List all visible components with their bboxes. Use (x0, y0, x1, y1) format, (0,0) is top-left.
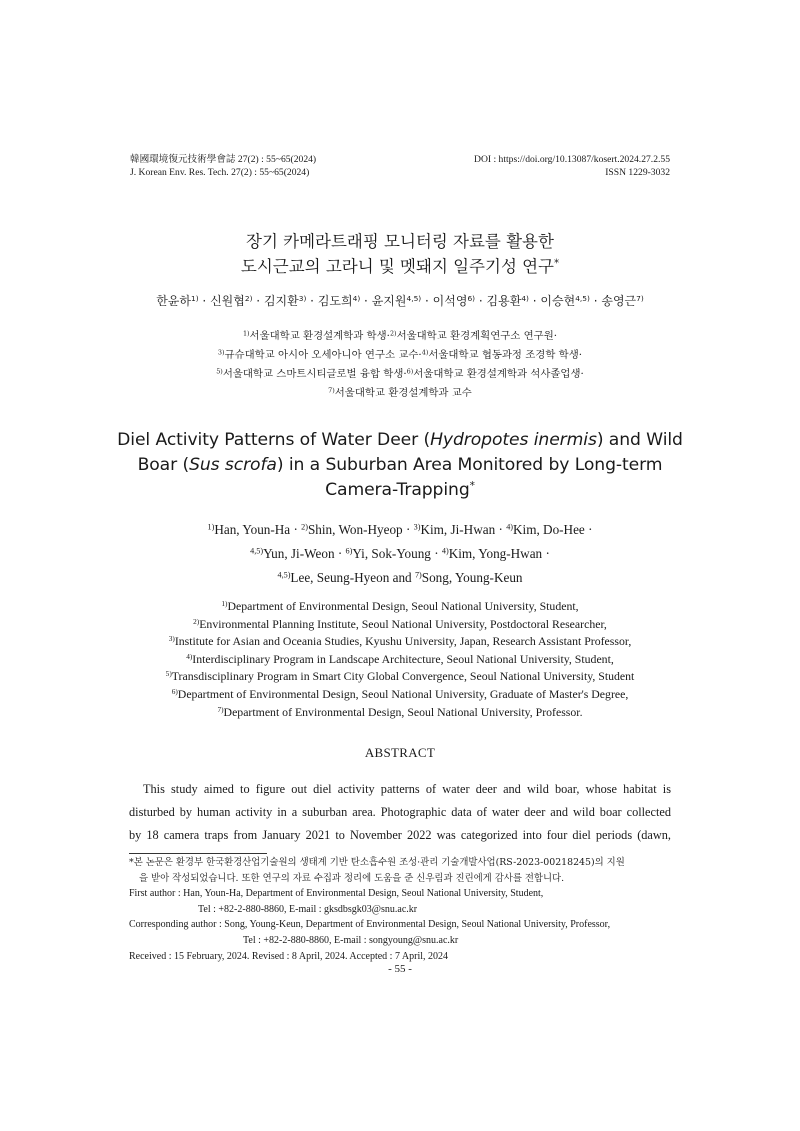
page-number: - 55 - (388, 963, 412, 975)
english-affiliation-line (0, 633, 800, 651)
doi-issn-block (474, 153, 670, 179)
english-affiliation-text: Department of Environmental Design, Seoul National University, Professor. (223, 704, 583, 719)
korean-author-name: 김지환 (263, 294, 299, 308)
korean-affiliation-text: 규슈대학교 아시아 오세아니아 연구소 교수 (224, 349, 419, 361)
abstract-heading: ABSTRACT (364, 745, 436, 760)
affiliation-mark: 4,5) (575, 293, 590, 303)
korean-title-line2: 도시근교의 고라니 및 멧돼지 일주기성 연구* (240, 257, 560, 276)
english-affiliations (0, 598, 800, 721)
english-title-line1: Diel Activity Patterns of Water Deer (Hydropotes inermis) and Wild (117, 430, 683, 450)
affiliation-mark: 4,5) (406, 293, 422, 303)
affiliation-mark: 6) (345, 546, 353, 556)
doi-link[interactable]: DOI : https://doi.org/10.13087/kosert.2024.27.2.55 (474, 154, 670, 165)
funding-note-line2: 을 받아 작성되었습니다. 또한 연구의 자료 수집과 정리에 도움을 준 신우림과 진린에게 감사를 전합니다. (139, 872, 565, 884)
funding-mark: * (554, 258, 560, 270)
english-affiliation-line (0, 598, 800, 616)
affiliation-mark: 4) (186, 651, 193, 661)
author-separator: · (584, 522, 593, 537)
affiliation-mark: 5) (216, 367, 223, 376)
author-separator: · (421, 294, 433, 308)
affiliation-mark: 7) (217, 704, 224, 714)
author-separator: · (252, 294, 264, 308)
affiliation-separator: · (386, 330, 390, 342)
korean-author-name: 김용환 (486, 294, 522, 308)
english-author-name: Yi, Sok-Young (352, 546, 431, 561)
abstract-line: by 18 camera traps from January 2021 to November 2022 was categorized into four diel periods (dawn, (129, 828, 671, 842)
english-affiliation-text: Department of Environmental Design, Seoul National University, Graduate of Master's Degree, (177, 686, 629, 701)
affiliation-mark: 7) (328, 386, 335, 395)
author-separator: · (360, 294, 372, 308)
funding-note-line1: *본 논문은 환경부 한국환경산업기술원의 생태계 기반 탄소흡수원 조성·관리 기술개발사업(RS-2023-00218245)의 지원 (129, 857, 625, 868)
english-affiliation-text: Department of Environmental Design, Seoul National University, Student, (227, 599, 579, 613)
english-author-name: Shin, Won-Hyeop (307, 522, 403, 537)
english-affiliation-line (0, 668, 800, 686)
korean-title-line1: 장기 카메라트래핑 모니터링 자료를 활용한 (246, 232, 554, 251)
korean-affiliation-text: 서울대학교 환경설계학과 교수 (334, 387, 472, 399)
journal-citation (130, 153, 316, 179)
korean-author-name: 이승현 (540, 294, 576, 308)
korean-author (487, 294, 529, 308)
korean-author (540, 294, 590, 308)
english-affiliation-text: Transdisciplinary Program in Smart City Global Convergence, Seoul National University, Student (171, 669, 635, 684)
author-separator: · (402, 522, 414, 537)
english-author-name: Yun, Ji-Weon (263, 546, 335, 561)
english-author-line (0, 542, 800, 566)
korean-author (372, 294, 422, 308)
affiliation-mark: 2) (389, 329, 397, 338)
corresponding-author-line1: Corresponding author : Song, Young-Keun, Department of Environmental Design, Seoul National University, Professor, (129, 919, 611, 931)
english-affiliation-line (0, 616, 800, 634)
affiliation-mark: 3) (168, 634, 175, 644)
affiliation-mark: 4) (352, 293, 361, 303)
journal-line-english: J. Korean Env. Res. Tech. 27(2) : 55~65(2024) (130, 167, 310, 178)
korean-affiliation-text: 서울대학교 환경계획연구소 연구원 (396, 330, 554, 342)
affiliation-mark: 4) (506, 522, 513, 532)
journal-line-korean: 韓國環境復元技術學會誌 27(2) : 55~65(2024) (130, 154, 317, 165)
author-separator: · (198, 294, 211, 308)
author-separator: · (589, 294, 602, 308)
english-author-name: Kim, Yong-Hwan (448, 546, 543, 561)
english-affiliation-line (0, 704, 800, 722)
korean-author (210, 294, 252, 308)
english-author-line (0, 518, 800, 542)
korean-affiliation-line (0, 365, 800, 384)
affiliation-mark: 6) (467, 293, 476, 303)
korean-affiliation-line (0, 384, 800, 403)
english-affiliation-line (0, 651, 800, 669)
korean-author (156, 294, 198, 308)
korean-affiliation-text: 서울대학교 환경설계학과 석사졸업생 (413, 368, 581, 380)
affiliation-mark: 6) (406, 367, 414, 376)
affiliation-separator: · (553, 330, 558, 342)
english-affiliation-text: Environmental Planning Institute, Seoul National University, Postdoctoral Researcher, (199, 616, 607, 631)
affiliation-mark: 2) (301, 522, 308, 532)
abstract-line: This study aimed to figure out diel activity patterns of water deer and wild boar, whose habitat is (143, 782, 671, 796)
corresponding-author-line2: Tel : +82-2-880-8860, E-mail : songyoung@snu.ac.kr (243, 934, 459, 946)
author-separator: · (334, 546, 346, 561)
affiliation-mark: 5) (165, 669, 172, 679)
abstract-text (129, 778, 671, 847)
affiliation-separator: · (580, 368, 584, 380)
affiliation-mark: 7) (414, 570, 422, 580)
species-wild-boar: Sus scrofa (189, 455, 277, 475)
affiliation-separator: · (418, 349, 422, 361)
author-separator: · (542, 546, 550, 561)
korean-affiliation-line (0, 327, 800, 346)
korean-author-name: 한윤하 (156, 294, 191, 308)
author-separator: · (306, 294, 318, 308)
affiliation-mark: 1) (221, 598, 228, 608)
english-affiliation-text: Institute for Asian and Oceania Studies, Kyushu University, Japan, Research Assistant Professor, (174, 634, 632, 649)
author-separator: · (495, 522, 507, 537)
affiliation-mark: 3) (217, 348, 225, 357)
english-author-line (0, 566, 800, 590)
affiliation-mark: 1) (242, 329, 250, 338)
first-author-line1: First author : Han, Youn-Ha, Department of Environmental Design, Seoul National University, Student, (129, 888, 544, 900)
korean-author-name: 김도희 (317, 294, 353, 308)
affiliation-mark: 6) (171, 686, 178, 696)
affiliation-mark: 1) (190, 293, 199, 303)
english-affiliation-line (0, 686, 800, 704)
english-author-name: Lee, Seung-Hyeon (290, 570, 390, 585)
affiliation-mark: 1) (207, 522, 215, 532)
affiliation-mark: 2) (193, 616, 200, 626)
affiliation-mark: 3) (413, 522, 421, 532)
korean-author-name: 신원협 (210, 294, 245, 308)
korean-title (0, 229, 800, 279)
author-separator: · (290, 522, 302, 537)
korean-authors (0, 292, 800, 310)
affiliation-mark: 7) (636, 293, 644, 303)
korean-author (264, 294, 306, 308)
author-conjunction: and (389, 570, 415, 585)
korean-affiliation-text: 서울대학교 협동과정 조경학 학생 (428, 349, 579, 361)
affiliation-mark: 4,5) (277, 570, 291, 580)
korean-affiliation-text: 서울대학교 환경설계학과 학생 (249, 330, 387, 342)
korean-affiliation-line (0, 346, 800, 365)
affiliation-separator: · (578, 349, 583, 361)
english-affiliation-text: Interdisciplinary Program in Landscape Architecture, Seoul National University, Student, (192, 651, 614, 666)
korean-author (601, 294, 643, 308)
affiliation-mark: 4) (441, 546, 449, 556)
english-title (0, 428, 800, 503)
affiliation-mark: 4) (421, 348, 429, 357)
korean-affiliations (0, 327, 800, 403)
english-author-name: Kim, Do-Hee (513, 522, 585, 537)
affiliation-mark: 2) (244, 293, 253, 303)
author-separator: · (528, 294, 541, 308)
footnote-rule (129, 853, 267, 854)
issn: ISSN 1229-3032 (605, 167, 670, 178)
english-author-name: Han, Youn-Ha (214, 522, 291, 537)
korean-author (433, 294, 475, 308)
korean-author (318, 294, 360, 308)
english-author-name: Song, Young-Keun (421, 570, 523, 585)
affiliation-mark: 4,5) (250, 546, 264, 556)
korean-author-name: 송영근 (601, 294, 637, 308)
english-authors (0, 518, 800, 590)
abstract-line: disturbed by human activity in a suburban area. Photographic data of water deer and wild boar collected (129, 805, 671, 819)
affiliation-mark: 4) (521, 293, 529, 303)
affiliation-mark: 3) (298, 293, 307, 303)
english-author-name: Kim, Ji-Hwan (420, 522, 496, 537)
korean-author-name: 이석영 (432, 294, 468, 308)
korean-author-name: 윤지원 (371, 294, 407, 308)
manuscript-dates: Received : 15 February, 2024. Revised : 8 April, 2024. Accepted : 7 April, 2024 (129, 950, 449, 962)
footnotes (129, 855, 674, 964)
author-separator: · (475, 294, 487, 308)
first-author-line2: Tel : +82-2-880-8860, E-mail : gksdbsgk03@snu.ac.kr (198, 903, 418, 915)
author-separator: · (430, 546, 442, 561)
english-title-line2: Boar (Sus scrofa) in a Suburban Area Monitored by Long-term (137, 455, 663, 475)
english-title-line3: Camera-Trapping* (325, 479, 475, 500)
species-water-deer: Hydropotes inermis (430, 430, 597, 450)
korean-affiliation-text: 서울대학교 스마트시티글로벌 융합 학생 (222, 368, 404, 380)
affiliation-separator: · (403, 368, 407, 380)
